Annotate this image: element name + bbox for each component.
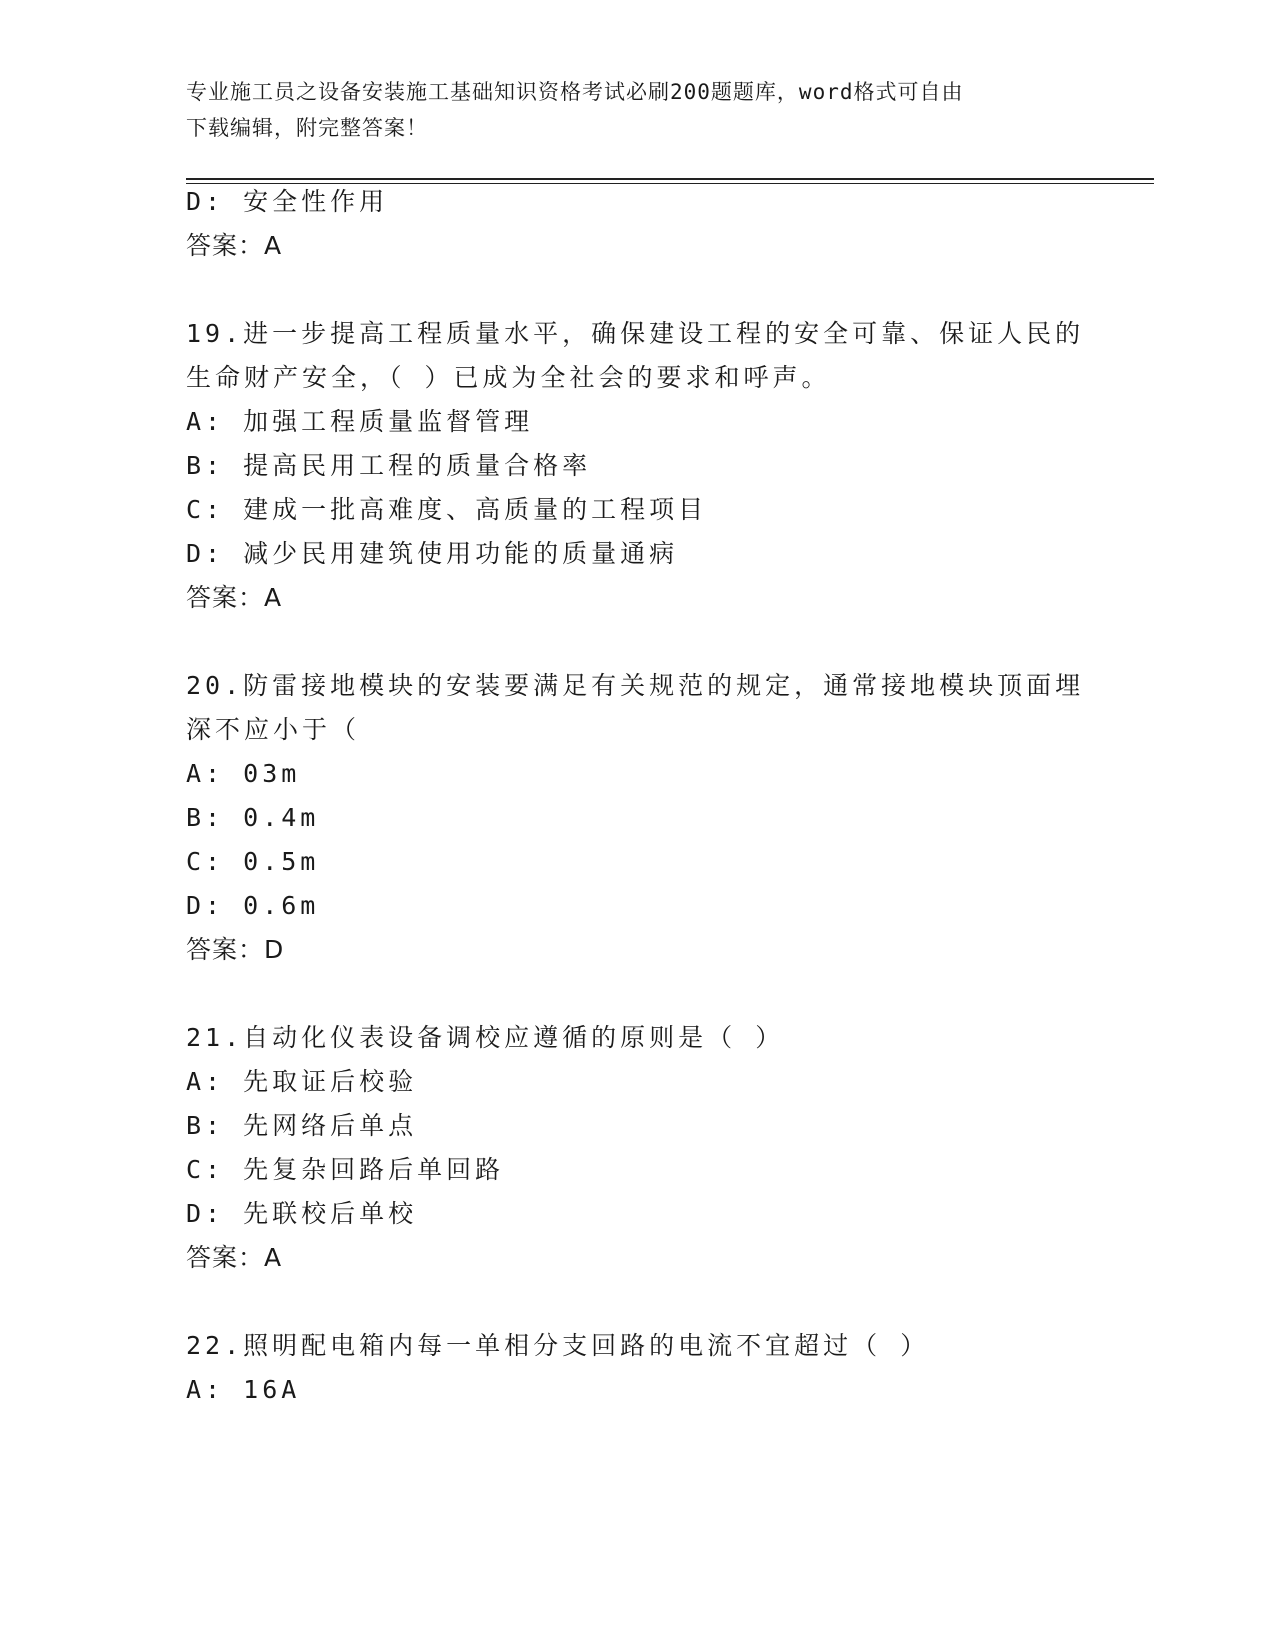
q22-stem-line-1: 22.照明配电箱内每一单相分支回路的电流不宜超过（ ） xyxy=(186,1331,930,1360)
header-divider-thick xyxy=(186,178,1154,180)
q20-stem-line-2: 深不应小于（ xyxy=(186,715,361,744)
q19-stem-line-1: 19.进一步提高工程质量水平，确保建设工程的安全可靠、保证人民的 xyxy=(186,319,1085,348)
q20-option-c: C: 0.5m xyxy=(186,847,320,876)
header-title-line-2: 下载编辑，附完整答案！ xyxy=(186,116,428,140)
q21-stem-line-1: 21.自动化仪表设备调校应遵循的原则是（ ） xyxy=(186,1023,785,1052)
q19-option-b: B: 提高民用工程的质量合格率 xyxy=(186,451,592,480)
q21-option-b: B: 先网络后单点 xyxy=(186,1111,418,1140)
q20-option-d: D: 0.6m xyxy=(186,891,320,920)
q19-stem-line-2: 生命财产安全，（ ）已成为全社会的要求和呼声。 xyxy=(186,363,831,392)
q20-option-a: A: 03m xyxy=(186,759,301,788)
q18-answer: 答案：A xyxy=(186,231,283,260)
q19-option-d: D: 减少民用建筑使用功能的质量通病 xyxy=(186,539,679,568)
q20-option-b: B: 0.4m xyxy=(186,803,320,832)
q21-option-a: A: 先取证后校验 xyxy=(186,1067,418,1096)
q19-option-a: A: 加强工程质量监督管理 xyxy=(186,407,534,436)
q20-answer: 答案：D xyxy=(186,935,285,964)
header-title-line-1: 专业施工员之设备安装施工基础知识资格考试必刷200题题库，word格式可自由 xyxy=(186,80,964,104)
q21-option-d: D: 先联校后单校 xyxy=(186,1199,418,1228)
q21-answer: 答案：A xyxy=(186,1243,283,1272)
q20-stem-line-1: 20.防雷接地模块的安装要满足有关规范的规定，通常接地模块顶面埋 xyxy=(186,671,1085,700)
q19-option-c: C: 建成一批高难度、高质量的工程项目 xyxy=(186,495,708,524)
document-header xyxy=(186,74,1086,146)
q21-option-c: C: 先复杂回路后单回路 xyxy=(186,1155,505,1184)
q22-option-a: A: 16A xyxy=(186,1375,301,1404)
q18-option-d: D: 安全性作用 xyxy=(186,187,389,216)
q19-answer: 答案：A xyxy=(186,583,283,612)
